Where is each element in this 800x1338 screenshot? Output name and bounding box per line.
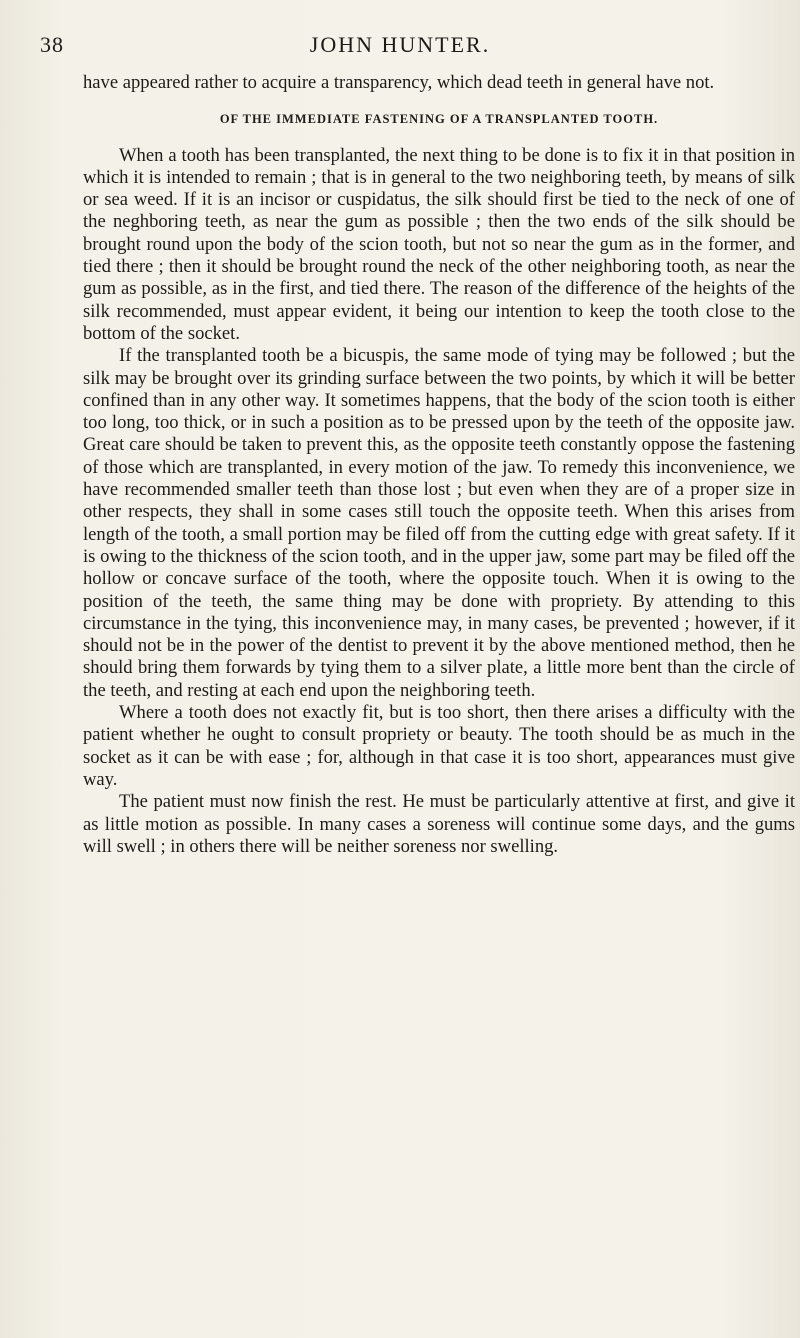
- body-text: [83, 72, 795, 858]
- paragraph: When a tooth has been transplanted, the next thing to be done is to fix it in that position in which it is intended to remain ; that is in general to the two neighboring teeth, by means of silk or sea weed. If it is an incisor or cuspidatus, the silk should first be tied to the neck of one of the neghboring teeth, as near the gum as possible ; then the two ends of the silk should be brought round upon the body of the scion tooth, but not so near the gum as in the former, and tied there ; then it should be brought round the neck of the other neighboring tooth, as near the gum as possible, as in the first, and tied there. The reason of the difference of the heights of the silk recommended, must appear evident, it being our intention to keep the tooth close to the bottom of the socket.: [83, 144, 795, 344]
- page-header: [40, 32, 760, 64]
- paragraph: Where a tooth does not exactly fit, but is too short, then there arises a difficulty with the patient whether he ought to consult propriety or beauty. The tooth should be as much in the socket as it can be with ease ; for, although in that case it is too short, appearances must give way.: [83, 702, 795, 790]
- paragraph: The patient must now finish the rest. He must be particularly attentive at first, and give it as little motion as possible. In many cases a soreness will continue some days, and the gums will swell ; in others there will be neither soreness nor swelling.: [83, 791, 795, 857]
- paragraph-continued: have appeared rather to acquire a transparency, which dead teeth in general have not.: [83, 72, 715, 93]
- page-number: 38: [40, 32, 64, 57]
- paragraph: If the transplanted tooth be a bicuspis, the same mode of tying may be followed ; but the silk may be brought over its grinding surface between the two points, by which it will be better confined than in any other way. It sometimes happens, that the body of the scion tooth is either too long, too thick, or in such a position as to be pressed upon by the teeth of the opposite jaw. Great care should be taken to prevent this, as the opposite teeth constantly oppose the fastening of those which are transplanted, in every motion of the jaw. To remedy this inconvenience, we have recommended smaller teeth than those lost ; but even when they are of a proper size in other respects, they shall in some cases still touch the opposite teeth. When this arises from length of the tooth, a small portion may be filed off from the cutting edge with great safety. If it is owing to the thickness of the scion tooth, and in the upper jaw, some part may be filed off the hollow or concave surface of the tooth, where the opposite touch. When it is owing to the position of the teeth, the same thing may be done with propriety. By attending to this circumstance in the tying, this inconvenience may, in many cases, be prevented ; however, if it should not be in the power of the dentist to prevent it by the above mentioned method, then he should bring them forwards by tying them to a silver plate, a little more bent than the circle of the teeth, and resting at each end upon the neighboring teeth.: [83, 345, 795, 701]
- section-heading: OF THE IMMEDIATE FASTENING OF A TRANSPLANTED TOOTH.: [219, 112, 659, 127]
- running-head: JOHN HUNTER.: [309, 32, 491, 57]
